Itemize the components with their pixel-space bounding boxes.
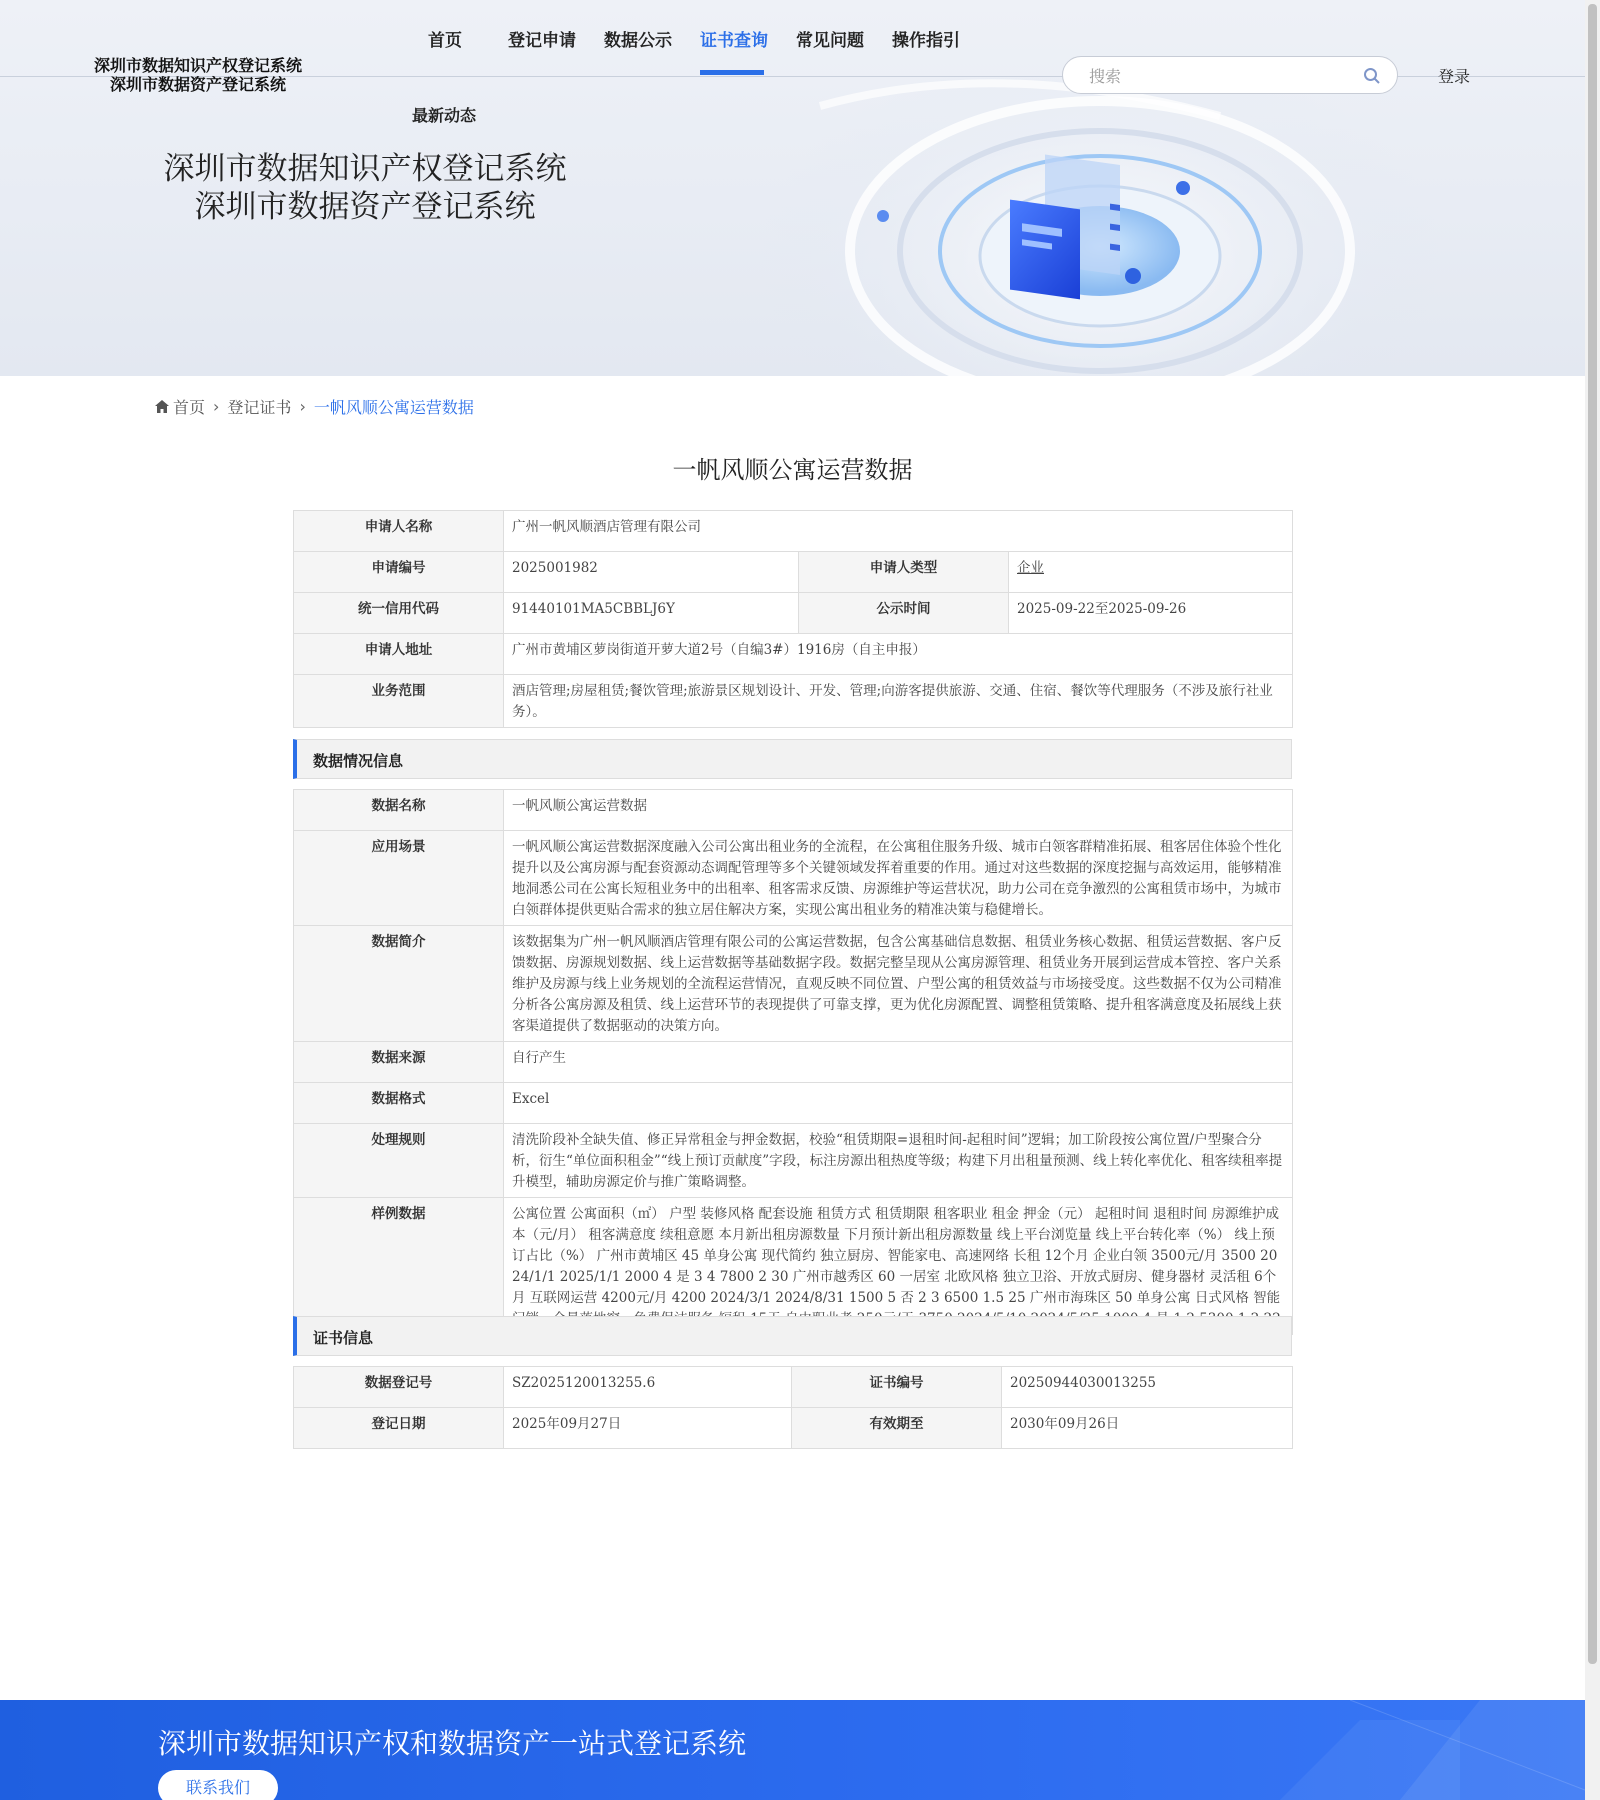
data-source-label: 数据来源: [294, 1042, 504, 1083]
certificate-info-heading-text: 证书信息: [313, 1329, 374, 1347]
table-row: [294, 1408, 1293, 1449]
hero-title-line-1: 深圳市数据知识产权登记系统: [163, 151, 567, 187]
brand-line-2: 深圳市数据资产登记系统: [109, 75, 286, 94]
table-row: [294, 1124, 1293, 1198]
table-row: [294, 511, 1293, 552]
scrollbar-thumb[interactable]: [1588, 4, 1597, 1664]
hero-illustration: [700, 76, 1585, 376]
table-row: [294, 1083, 1293, 1124]
vertical-scrollbar[interactable]: [1585, 0, 1600, 1800]
registration-date-value: 2025年09月27日: [504, 1408, 792, 1449]
credit-code-label: 统一信用代码: [294, 593, 504, 634]
application-no-label: 申请编号: [294, 552, 504, 593]
data-info-heading: [293, 739, 1292, 779]
data-intro-value: 该数据集为广州一帆风顺酒店管理有限公司的公寓运营数据，包含公寓基础信息数据、租赁业务核心数据、租赁运营数据、客户反馈数据、房源规划数据、线上运营数据等基础数据字段。数据完整呈现从公寓房源管理、租赁业务开展到运营成本管控、客户关系维护及房源与线上业务规划的全流程运营情况，直观反映不同位置、户型公寓的租赁效益与市场接受度。这些数据不仅为公司精准分析各公寓房源及租赁、线上运营环节的表现提供了可靠支撑，更为优化房源配置、调整租赁策略、提升租客满意度及拓展线上获客渠道提供了数据驱动的决策方向。: [504, 926, 1293, 1042]
table-row: [294, 926, 1293, 1042]
credit-code-value: 91440101MA5CBBLJ6Y: [504, 593, 799, 634]
applicant-type-value: [1009, 552, 1293, 593]
contact-us-button[interactable]: 联系我们: [158, 1770, 278, 1800]
search-icon[interactable]: [1363, 67, 1381, 85]
sample-data-label: 样例数据: [294, 1198, 504, 1335]
scenario-value: 一帆风顺公寓运营数据深度融入公司公寓出租业务的全流程，在公寓租住服务升级、城市白领客群精准拓展、租客居住体验个性化提升以及公寓房源与配套资源动态调配管理等多个关键领域发挥着重要的作用。通过对这些数据的深度挖掘与高效运用，能够精准地洞悉公司在公寓长短租业务中的出租率、租客需求反馈、房源维护等运营状况，助力公司在竞争激烈的公寓租赁市场中，为城市白领群体提供更贴合需求的独立居住解决方案，实现公寓出租业务的精准决策与稳健增长。: [504, 831, 1293, 926]
data-source-value: 自行产生: [504, 1042, 1293, 1083]
applicant-name-label: 申请人名称: [294, 511, 504, 552]
data-format-label: 数据格式: [294, 1083, 504, 1124]
processing-rule-label: 处理规则: [294, 1124, 504, 1198]
publicity-period-value: 2025-09-22至2025-09-26: [1009, 593, 1293, 634]
footer-decoration: [1200, 1700, 1585, 1800]
search-input[interactable]: [1087, 65, 1351, 87]
nav-item-apply[interactable]: 登记申请: [508, 31, 576, 51]
applicant-type-label: 申请人类型: [799, 552, 1009, 593]
nav-item-publicity[interactable]: 数据公示: [604, 31, 672, 51]
table-row: [294, 1367, 1293, 1408]
valid-until-value: 2030年09月26日: [1002, 1408, 1293, 1449]
data-format-value: Excel: [504, 1083, 1293, 1124]
page-title: 一帆风顺公寓运营数据: [672, 456, 913, 484]
certificate-no-value: 20250944030013255: [1002, 1367, 1293, 1408]
data-name-value: 一帆风顺公寓运营数据: [504, 790, 1293, 831]
applicant-address-value: 广州市黄埔区萝岗街道开萝大道2号（自编3#）1916房（自主申报）: [504, 634, 1293, 675]
registration-no-label: 数据登记号: [294, 1367, 504, 1408]
hero-title: [120, 150, 610, 226]
applicant-type-text: 企业: [1017, 560, 1044, 576]
site-logo[interactable]: [70, 56, 326, 94]
registration-date-label: 登记日期: [294, 1408, 504, 1449]
nav-item-faq[interactable]: 常见问题: [796, 31, 864, 51]
table-row: [294, 675, 1293, 728]
sample-data-value: 公寓位置 公寓面积（㎡） 户型 装修风格 配套设施 租赁方式 租赁期限 租客职业 租金 押金（元） 起租时间 退租时间 房源维护成本（元/月） 租客满意度 续租意愿 本月新出租房源数量 下月预计新出租房源数量 线上平台浏览量 线上平台转化率（%） 线上预订占比（%） 广州市黄埔区 45 单身公寓 现代简约 独立厨房、智能家电、高速网络 长租 12个月 企业白领 3500元/月 3500 2024/1/1 2025/1/1 2000 4 是 3 4 7800 2 30 广州市越秀区 60 一居室 北欧风格 独立卫浴、开放式厨房、健身器材 灵活租 6个月 互联网运营 4200元/月 4200 2024/3/1 2024/8/31 1500 5 否 2 3 6500 1.5 25 广州市海珠区 50 单身公寓 日式风格 智能: [504, 1198, 1293, 1335]
applicant-address-label: 申请人地址: [294, 634, 504, 675]
nav-active-indicator: [700, 70, 764, 75]
breadcrumb: [155, 395, 474, 418]
scenario-label: 应用场景: [294, 831, 504, 926]
nav-item-guide[interactable]: 操作指引: [892, 31, 960, 51]
footer-title: 深圳市数据知识产权和数据资产一站式登记系统: [158, 1727, 747, 1760]
table-row: [294, 634, 1293, 675]
certificate-no-label: 证书编号: [792, 1367, 1002, 1408]
data-name-label: 数据名称: [294, 790, 504, 831]
login-link[interactable]: 登录: [1438, 67, 1471, 86]
nav-item-news[interactable]: 最新动态: [412, 106, 477, 125]
hero-title-line-2: 深圳市数据资产登记系统: [194, 189, 536, 225]
certificate-table: [293, 1366, 1293, 1449]
breadcrumb-certificates[interactable]: 登记证书: [227, 398, 292, 417]
table-row: [294, 1198, 1293, 1335]
hero-banner: [0, 0, 1585, 376]
data-info-heading-text: 数据情况信息: [313, 752, 404, 770]
data-info-table: [293, 789, 1293, 1335]
data-intro-label: 数据简介: [294, 926, 504, 1042]
certificate-info-heading: [293, 1316, 1292, 1356]
applicant-name-value: 广州一帆风顺酒店管理有限公司: [504, 511, 1293, 552]
chevron-right-icon: ›: [299, 397, 306, 416]
applicant-table: [293, 510, 1293, 728]
publicity-period-label: 公示时间: [799, 593, 1009, 634]
nav-item-certificate-query[interactable]: 证书查询: [700, 31, 768, 51]
processing-rule-value: 清洗阶段补全缺失值、修正异常租金与押金数据，校验“租赁期限=退租时间-起租时间”逻辑；加工阶段按公寓位置/户型聚合分析，衍生“单位面积租金”“线上预订贡献度”字段，标注房源出租热度等级；构建下月出租量预测、线上转化率优化、租客续租率提升模型，辅助房源定价与推广策略调整。: [504, 1124, 1293, 1198]
business-scope-label: 业务范围: [294, 675, 504, 728]
table-row: [294, 790, 1293, 831]
business-scope-value: 酒店管理;房屋租赁;餐饮管理;旅游景区规划设计、开发、管理;向游客提供旅游、交通、住宿、餐饮等代理服务（不涉及旅行社业务）。: [504, 675, 1293, 728]
breadcrumb-home[interactable]: 首页: [173, 398, 206, 417]
chevron-right-icon: ›: [213, 397, 220, 416]
home-icon: [155, 400, 169, 413]
table-row: [294, 831, 1293, 926]
registration-no-value: SZ2025120013255.6: [504, 1367, 792, 1408]
search-box: [1062, 56, 1398, 94]
table-row: [294, 593, 1293, 634]
table-row: [294, 552, 1293, 593]
table-row: [294, 1042, 1293, 1083]
application-no-value: 2025001982: [504, 552, 799, 593]
nav-item-home[interactable]: 首页: [428, 31, 462, 51]
valid-until-label: 有效期至: [792, 1408, 1002, 1449]
breadcrumb-current: 一帆风顺公寓运营数据: [313, 398, 474, 417]
footer: [0, 1700, 1585, 1800]
brand-line-1: 深圳市数据知识产权登记系统: [93, 56, 302, 75]
